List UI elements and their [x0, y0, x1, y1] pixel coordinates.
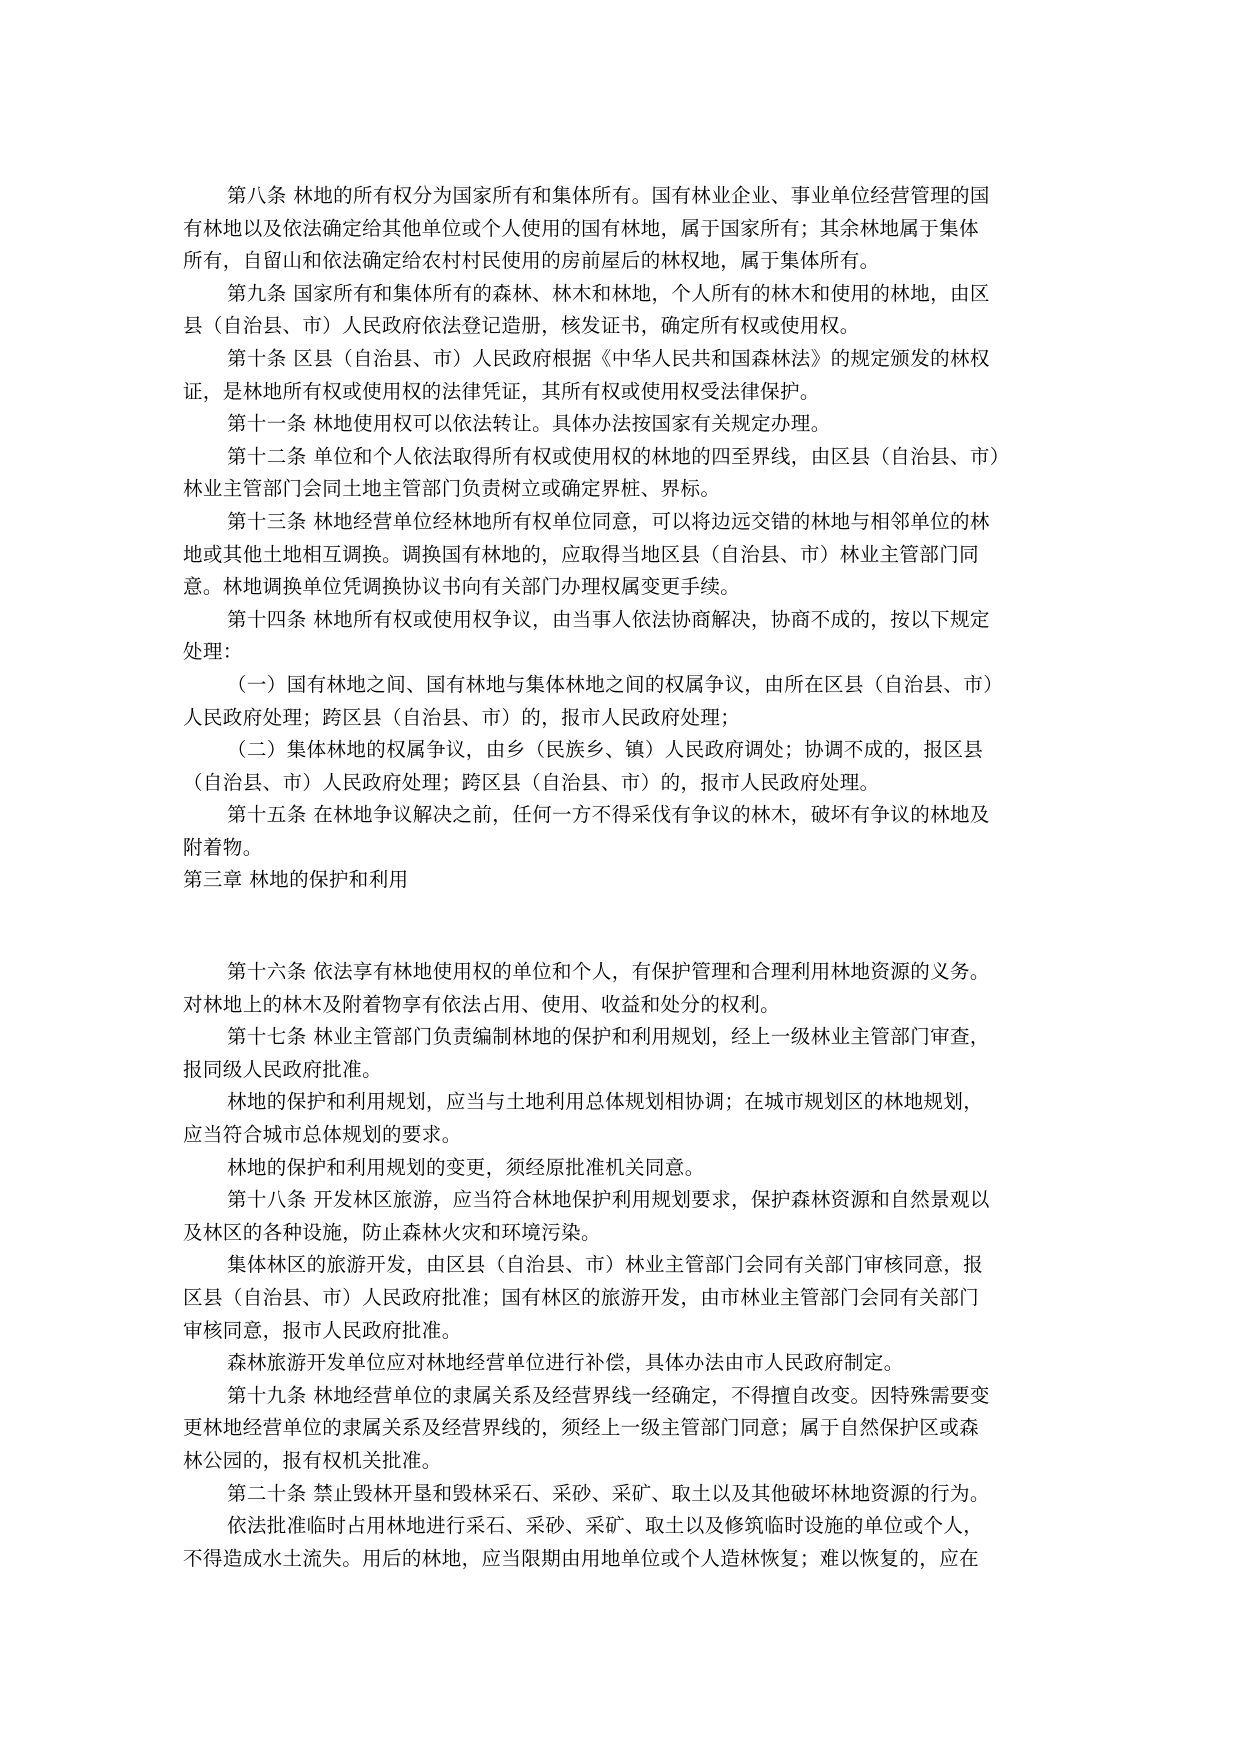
text-line: 对林地上的林木及附着物享有依法占用、使用、收益和处分的权利。 — [183, 992, 781, 1016]
text-block-top — [183, 180, 1073, 897]
text-line: 更林地经营单位的隶属关系及经营界线的，须经上一级主管部门同意；属于自然保护区或森 — [183, 1416, 980, 1440]
text-line: （二）集体林地的权属争议，由乡（民族乡、镇）人民政府调处；协调不成的，报区县 — [227, 738, 984, 762]
text-line: 处理： — [183, 640, 243, 664]
text-line: 应当符合城市总体规划的要求。 — [183, 1122, 462, 1146]
text-line: 第十条 区县（自治县、市）人民政府根据《中华人民共和国森林法》的规定颁发的林权 — [227, 346, 990, 370]
text-line: 有林地以及依法确定给其他单位或个人使用的国有林地，属于国家所有；其余林地属于集体 — [183, 216, 980, 240]
text-line: 人民政府处理；跨区县（自治县、市）的，报市人民政府处理； — [183, 705, 741, 729]
text-line: 第十四条 林地所有权或使用权争议，由当事人依法协商解决，协商不成的，按以下规定 — [227, 607, 990, 631]
text-line: （自治县、市）人民政府处理；跨区县（自治县、市）的，报市人民政府处理。 — [183, 770, 880, 794]
chapter-heading: 第三章 林地的保护和利用 — [183, 868, 409, 892]
text-line: 林业主管部门会同土地主管部门负责树立或确定界桩、界标。 — [183, 477, 721, 501]
text-line: 第十二条 单位和个人依法取得所有权或使用权的林地的四至界线，由区县（自治县、市） — [227, 444, 1010, 468]
text-line: 第九条 国家所有和集体所有的森林、林木和林地，个人所有的林木和使用的林地，由区 — [227, 281, 990, 305]
text-line: 证，是林地所有权或使用权的法律凭证，其所有权或使用权受法律保护。 — [183, 379, 820, 403]
text-line: 第十六条 依法享有林地使用权的单位和个人，有保护管理和合理利用林地资源的义务。 — [227, 960, 990, 983]
text-line: 第十八条 开发林区旅游，应当符合林地保护利用规划要求，保护森林资源和自然景观以 — [227, 1188, 990, 1212]
text-line: 第十三条 林地经营单位经林地所有权单位同意，可以将边远交错的林地与相邻单位的林 — [227, 509, 990, 533]
text-line: 意。林地调换单位凭调换协议书向有关部门办理权属变更手续。 — [183, 575, 741, 599]
text-line: 第十一条 林地使用权可以依法转让。具体办法按国家有关规定办理。 — [227, 412, 831, 436]
text-line: 林地的保护和利用规划的变更，须经原批准机关同意。 — [227, 1155, 705, 1179]
text-line: 第十七条 林业主管部门负责编制林地的保护和利用规划，经上一级林业主管部门审查， — [227, 1025, 990, 1049]
text-line: 林地的保护和利用规划，应当与土地利用总体规划相协调；在城市规划区的林地规划， — [227, 1090, 984, 1114]
text-line: 区县（自治县、市）人民政府批准；国有林区的旅游开发，由市林业主管部门会同有关部门 — [183, 1285, 980, 1309]
text-line: 附着物。 — [183, 835, 263, 859]
text-line: 依法批准临时占用林地进行采石、采砂、采矿、取土以及修筑临时设施的单位或个人， — [227, 1514, 984, 1538]
text-line: 所有，自留山和依法确定给农村村民使用的房前屋后的林权地，属于集体所有。 — [183, 249, 880, 273]
text-line: （一）国有林地之间、国有林地与集体林地之间的权属争议，由所在区县（自治县、市） — [227, 672, 1004, 696]
text-block-bottom — [183, 956, 1073, 1575]
text-line: 及林区的各种设施，防止森林火灾和环境污染。 — [183, 1220, 601, 1244]
text-line: 集体林区的旅游开发，由区县（自治县、市）林业主管部门会同有关部门审核同意，报 — [227, 1253, 984, 1277]
text-line: 森林旅游开发单位应对林地经营单位进行补偿，具体办法由市人民政府制定。 — [227, 1351, 904, 1375]
text-line: 第十九条 林地经营单位的隶属关系及经营界线一经确定，不得擅自改变。因特殊需要变 — [227, 1383, 990, 1407]
text-line: 林公园的，报有权机关批准。 — [183, 1448, 442, 1472]
text-line: 第二十条 禁止毁林开垦和毁林采石、采砂、采矿、取土以及其他破坏林地资源的行为。 — [227, 1481, 990, 1505]
text-line: 第八条 林地的所有权分为国家所有和集体所有。国有林业企业、事业单位经营管理的国 — [227, 184, 990, 207]
text-line: 地或其他土地相互调换。调换国有林地的，应取得当地区县（自治县、市）林业主管部门同 — [183, 542, 980, 566]
text-line: 审核同意，报市人民政府批准。 — [183, 1318, 462, 1342]
text-line: 县（自治县、市）人民政府依法登记造册，核发证书，确定所有权或使用权。 — [183, 314, 860, 338]
text-line: 第十五条 在林地争议解决之前，任何一方不得采伐有争议的林木，破坏有争议的林地及 — [227, 803, 990, 827]
text-line: 不得造成水土流失。用后的林地，应当限期由用地单位或个人造林恢复；难以恢复的，应在 — [183, 1546, 980, 1570]
text-line: 报同级人民政府批准。 — [183, 1057, 383, 1081]
